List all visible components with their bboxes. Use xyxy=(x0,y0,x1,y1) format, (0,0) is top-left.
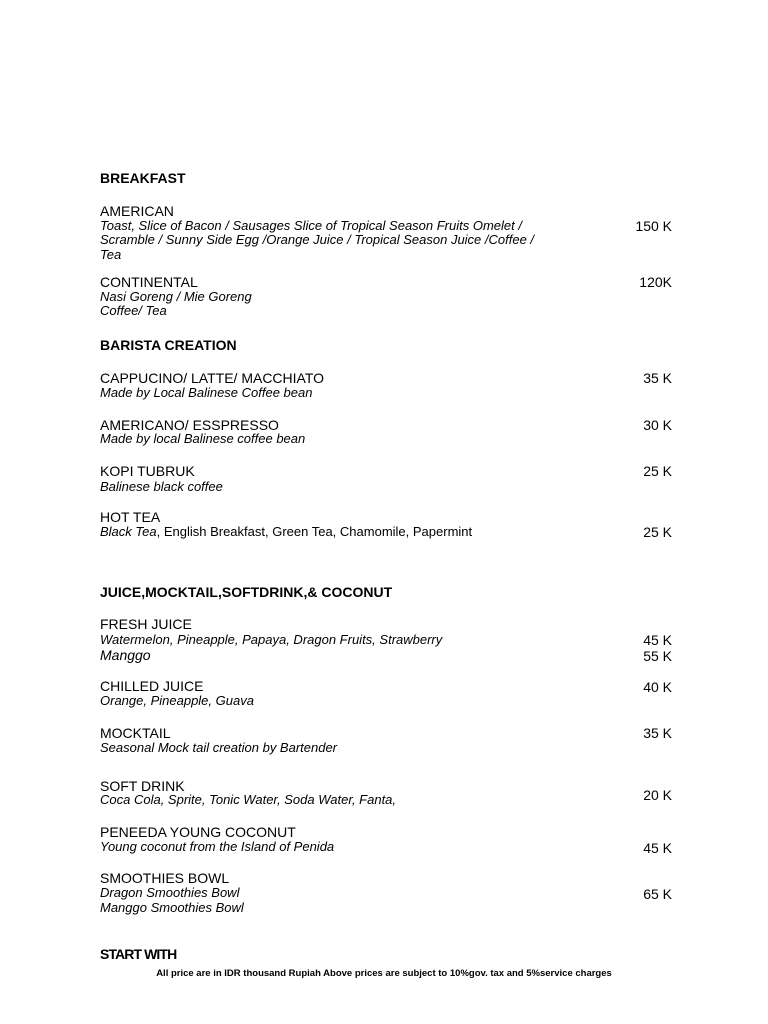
section-title-juice: JUICE,MOCKTAIL,SOFTDRINK,& COCONUT xyxy=(100,584,393,600)
item-name-chilled-juice: CHILLED JUICE xyxy=(100,678,204,694)
section-title-start-with: START WITH xyxy=(100,946,177,962)
section-title-barista: BARISTA CREATION xyxy=(100,337,237,353)
section-title-breakfast: BREAKFAST xyxy=(100,170,186,186)
item-price-fresh-juice: 45 K xyxy=(643,632,672,648)
item-name-coconut: PENEEDA YOUNG COCONUT xyxy=(100,824,296,840)
price-footnote: All price are in IDR thousand Rupiah Above prices are subject to 10%gov. tax and 5%service charges xyxy=(156,968,612,979)
item-name-cappucino: CAPPUCINO/ LATTE/ MACCHIATO xyxy=(100,370,325,386)
item-price-americano: 30 K xyxy=(643,417,672,433)
item-desc-fresh-juice-manggo: Manggo xyxy=(100,647,151,663)
item-desc-soft-drink: Coca Cola, Sprite, Tonic Water, Soda Water, Fanta, xyxy=(100,792,397,807)
item-desc-chilled-juice: Orange, Pineapple, Guava xyxy=(100,693,254,708)
item-price-fresh-juice-manggo: 55 K xyxy=(643,648,672,664)
item-price-coconut: 45 K xyxy=(643,840,672,856)
item-price-american: 150 K xyxy=(635,218,672,234)
item-name-americano: AMERICANO/ ESSPRESSO xyxy=(100,417,279,433)
item-name-hot-tea: HOT TEA xyxy=(100,509,161,525)
item-desc-americano: Made by local Balinese coffee bean xyxy=(100,431,306,446)
item-desc-continental-line2: Coffee/ Tea xyxy=(100,303,167,318)
item-desc-coconut: Young coconut from the Island of Penida xyxy=(100,839,335,854)
item-desc-american-line1: Toast, Slice of Bacon / Sausages Slice of Tropical Season Fruits Omelet / xyxy=(100,218,522,233)
item-desc-kopi-tubruk: Balinese black coffee xyxy=(100,479,223,494)
item-price-kopi-tubruk: 25 K xyxy=(643,463,672,479)
item-desc-smoothies-line2: Manggo Smoothies Bowl xyxy=(100,900,244,915)
item-desc-continental-line1: Nasi Goreng / Mie Goreng xyxy=(100,289,252,304)
item-price-continental: 120K xyxy=(639,274,672,290)
item-price-smoothies: 65 K xyxy=(643,886,672,902)
item-name-fresh-juice: FRESH JUICE xyxy=(100,616,192,632)
item-price-chilled-juice: 40 K xyxy=(643,679,672,695)
item-price-cappucino: 35 K xyxy=(643,370,672,386)
item-price-soft-drink: 20 K xyxy=(643,787,672,803)
item-desc-cappucino: Made by Local Balinese Coffee bean xyxy=(100,385,313,400)
item-desc-mocktail: Seasonal Mock tail creation by Bartender xyxy=(100,740,338,755)
item-desc-hot-tea xyxy=(100,525,472,540)
item-desc-american-line2: Scramble / Sunny Side Egg /Orange Juice / Tropical Season Juice /Coffee / xyxy=(100,232,535,247)
item-name-soft-drink: SOFT DRINK xyxy=(100,778,185,794)
item-desc-smoothies-line1: Dragon Smoothies Bowl xyxy=(100,885,240,900)
item-name-smoothies: SMOOTHIES BOWL xyxy=(100,870,230,886)
item-name-kopi-tubruk: KOPI TUBRUK xyxy=(100,463,195,479)
item-price-hot-tea: 25 K xyxy=(643,524,672,540)
item-desc-hot-tea-rest: , English Breakfast, Green Tea, Chamomile, Papermint xyxy=(156,524,473,539)
item-name-american: AMERICAN xyxy=(100,203,174,219)
item-name-mocktail: MOCKTAIL xyxy=(100,725,171,741)
item-desc-american-line3: Tea xyxy=(100,247,122,262)
item-name-continental: CONTINENTAL xyxy=(100,274,198,290)
item-price-mocktail: 35 K xyxy=(643,725,672,741)
item-desc-hot-tea-italic: Black Tea xyxy=(100,524,157,539)
item-desc-fresh-juice: Watermelon, Pineapple, Papaya, Dragon Fruits, Strawberry xyxy=(100,632,443,647)
